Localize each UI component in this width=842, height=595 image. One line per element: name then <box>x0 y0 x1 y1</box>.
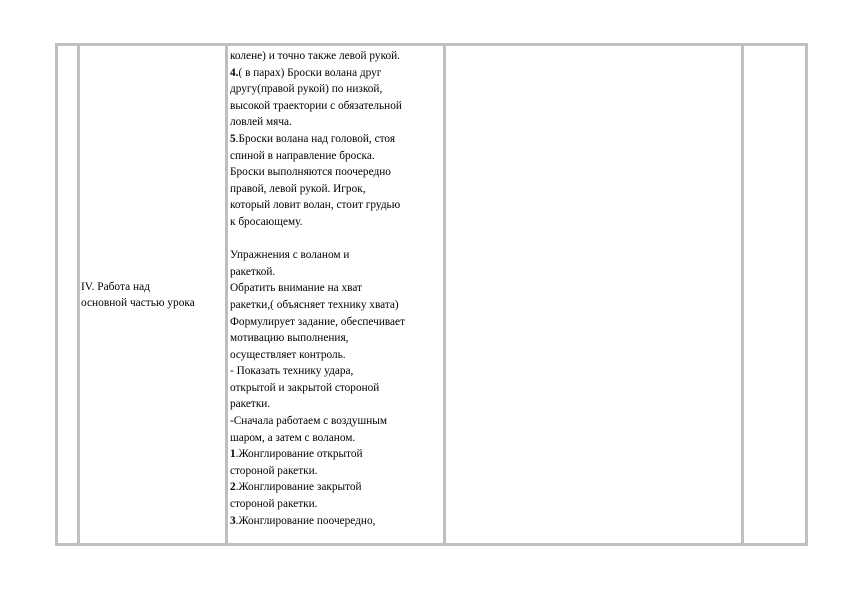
text-line <box>230 413 443 430</box>
text-line <box>230 164 443 181</box>
line-text: ловлей мяча. <box>230 116 292 129</box>
line-text: который ловит волан, стоит грудью <box>230 199 401 212</box>
table-row <box>58 46 805 543</box>
text-line <box>230 430 443 447</box>
text-line <box>230 496 443 513</box>
teacher-activity-cell <box>225 46 443 543</box>
item-number: 5 <box>230 132 236 145</box>
text-line <box>230 330 443 347</box>
text-line <box>230 81 443 98</box>
notes-cell <box>741 46 805 543</box>
line-text: ( в парах) Броски волана друг <box>238 66 382 79</box>
teacher-activity-text <box>228 46 443 529</box>
text-line <box>230 380 443 397</box>
item-number: 4. <box>230 66 239 79</box>
line-text: мотивацию выполнения, <box>230 332 349 345</box>
item-number: 3 <box>230 514 236 527</box>
line-text: осуществляет контроль. <box>230 348 346 361</box>
stage-title-line: IV. Работа над <box>81 280 150 293</box>
text-line <box>230 297 443 314</box>
line-text: .Броски волана над головой, стоя <box>235 132 396 145</box>
number-cell <box>58 46 77 543</box>
line-text: Обратить внимание на хват <box>230 282 362 295</box>
stage-title <box>80 279 225 311</box>
text-line <box>230 214 443 231</box>
line-text: .Жонглирование закрытой <box>235 481 362 494</box>
line-text: стороной ракетки. <box>230 464 318 477</box>
line-text: открытой и закрытой стороной <box>230 381 380 394</box>
text-line <box>230 314 443 331</box>
line-text: правой, левой рукой. Игрок, <box>230 182 366 195</box>
item-number: 1 <box>230 448 236 461</box>
line-text: высокой траектории с обязательной <box>230 99 402 112</box>
text-line <box>230 98 443 115</box>
text-line <box>230 280 443 297</box>
line-text: колене) и точно также левой рукой. <box>230 50 401 62</box>
line-text: Формулирует задание, обеспечивает <box>230 315 406 328</box>
line-text: - Показать технику удара, <box>230 365 354 378</box>
text-line <box>230 463 443 480</box>
line-text: к бросающему. <box>230 215 303 228</box>
line-text: -Сначала работаем с воздушным <box>230 415 388 428</box>
text-line <box>230 363 443 380</box>
item-number: 2 <box>230 481 236 494</box>
text-line <box>230 131 443 148</box>
text-line <box>230 264 443 281</box>
line-text: спиной в направление броска. <box>230 149 375 162</box>
line-text: Упражнения с воланом и <box>230 249 350 262</box>
line-text: ракеткой. <box>230 265 276 278</box>
text-line <box>230 181 443 198</box>
lesson-plan-table <box>55 43 808 546</box>
text-line <box>230 197 443 214</box>
text-line <box>230 148 443 165</box>
line-text: Броски выполняются поочередно <box>230 166 391 179</box>
text-line <box>230 446 443 463</box>
line-text: другу(правой рукой) по низкой, <box>230 83 383 96</box>
line-text: ракетки. <box>230 398 271 411</box>
text-line <box>230 396 443 413</box>
blank-line <box>230 231 443 248</box>
student-activity-cell <box>443 46 741 543</box>
text-line <box>230 48 443 65</box>
line-text: стороной ракетки. <box>230 498 318 511</box>
text-line <box>230 65 443 82</box>
stage-cell <box>77 46 225 543</box>
line-text: ракетки,( объясняет технику хвата) <box>230 298 399 311</box>
line-text: шаром, а затем с воланом. <box>230 431 356 444</box>
text-line <box>230 114 443 131</box>
text-line <box>230 347 443 364</box>
text-line <box>230 513 443 530</box>
stage-title-line: основной частью урока <box>81 296 195 309</box>
text-line <box>230 247 443 264</box>
line-text: .Жонглирование открытой <box>235 448 363 461</box>
text-line <box>230 479 443 496</box>
line-text: .Жонглирование поочередно, <box>235 514 376 527</box>
